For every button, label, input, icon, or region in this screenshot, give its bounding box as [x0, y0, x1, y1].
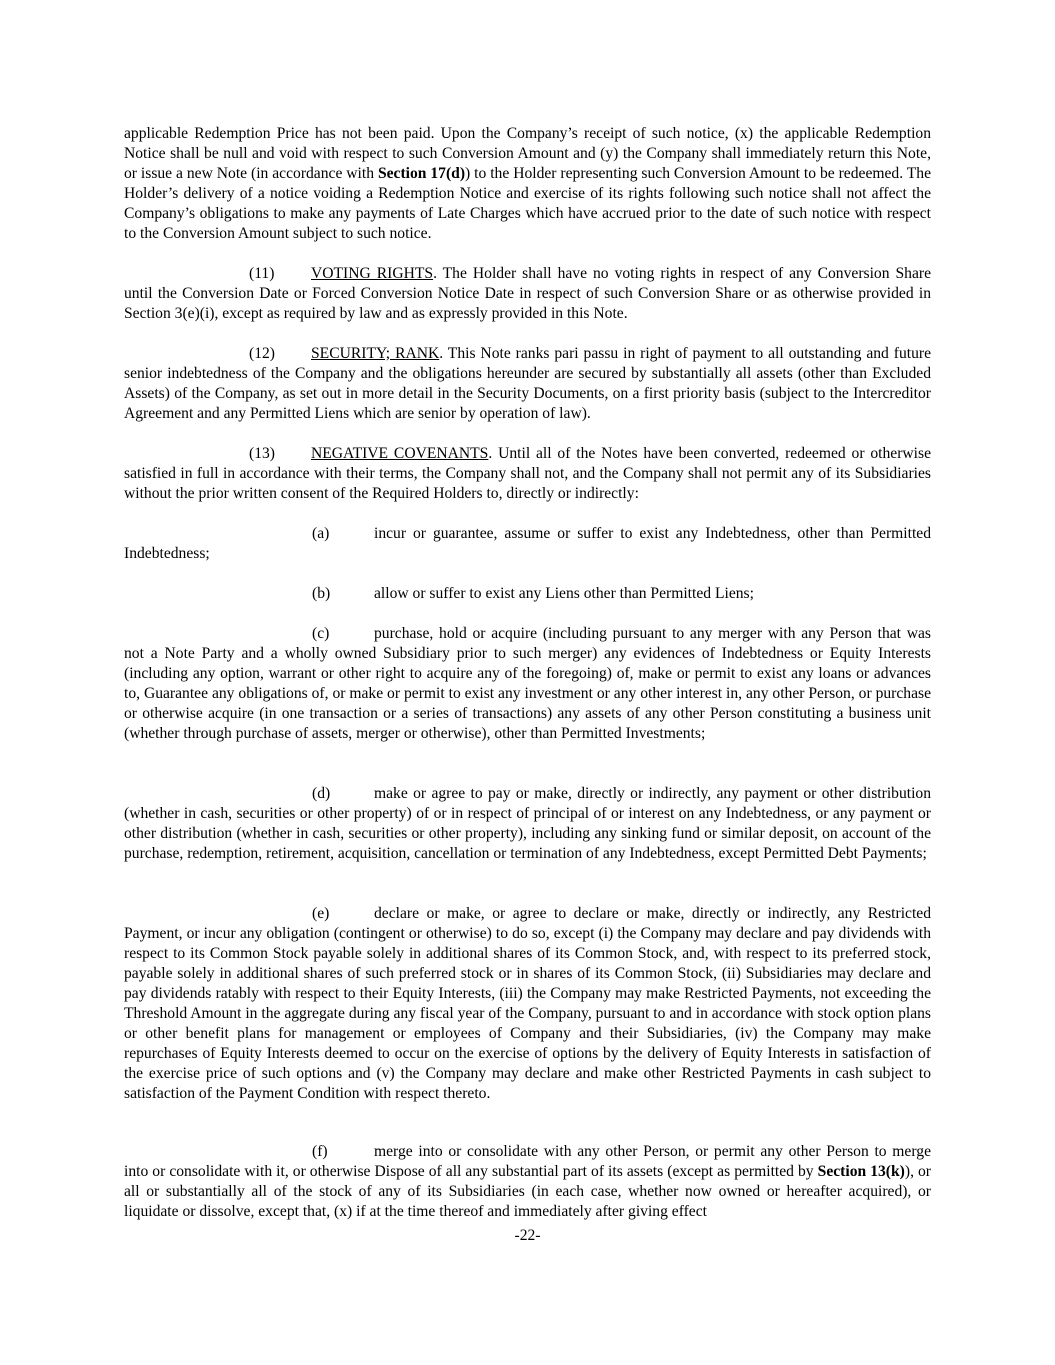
- section-13-number: (13): [249, 445, 275, 462]
- section-11-number: (11): [249, 265, 275, 282]
- item-e-text: declare or make, or agree to declare or make, directly or indirectly, any Restricted Payment, or incur any obligation (contingent or otherwise) to do so, except (i) the Company may declare and pay dividends with respect to its Common Stock payable solely in additional shares of its Common Stock, and, with respect to its preferred stock, payable solely in additional shares of such preferred stock or in shares of its Common Stock, (ii) Subsidiaries may declare and pay dividends ratably with respect to their Equity Interests, (iii) the Company may make Restricted Payments, not exceeding the Threshold Amount in the aggregate during any fiscal year of the Company, pursuant to and in accordance with stock option plans or other benefit plans for management or employees of Company and their Subsidiaries, (iv) the Company may make repurchases of Equity Interests deemed to occur on the exercise of options by the delivery of Equity Interests in satisfaction of the exercise price of such options and (v) the Company may declare and make other Restricted Payments in cash subject to satisfaction of the Payment Condition with respect thereto.: [124, 905, 931, 1102]
- intro-text-2: ) to the Holder representing such Conversion Amount to be redeemed. The Holder’s delivery of a notice voiding a Redemption Notice and exercise of its rights following such notice shall not affect the Company’s obligations to make any payments of Late Charges which have accrued prior to the date of such notice with respect to the Conversion Amount subject to such notice.: [124, 165, 932, 242]
- covenant-item-a: [124, 524, 931, 564]
- section-13k-reference: Section 13(k): [817, 1163, 905, 1180]
- section-13-negative-covenants: [124, 444, 931, 504]
- section-11-heading: VOTING RIGHTS: [311, 265, 434, 282]
- item-d-text: make or agree to pay or make, directly or indirectly, any payment or other distribution (whether in cash, securities or other property) of or in respect of principal of or interest on any Indebtedness, or any payment or other distribution (whether in cash, securities or other property), including any sinking fund or similar deposit, on account of the purchase, redemption, retirement, acquisition, cancellation or termination of any Indebtedness, except Permitted Debt Payments;: [124, 785, 931, 862]
- covenant-item-e: [124, 904, 931, 1104]
- covenant-item-f: [124, 1142, 931, 1222]
- item-c-number: (c): [312, 625, 330, 642]
- section-11-text: . The Holder shall have no voting rights in respect of any Conversion Share until the Conversion Date or Forced Conversion Notice Date in respect of such Conversion Share or as otherwise provided in Section 3(e)(i), except as required by law and as expressly provided in this Note.: [124, 265, 931, 322]
- item-a-text: incur or guarantee, assume or suffer to exist any Indebtedness, other than Permitted Indebtedness;: [124, 525, 931, 562]
- item-f-text-1: merge into or consolidate with any other Person, or permit any other Person to merge into or consolidate with it, or otherwise Dispose of all any substantial part of its assets (except as permitted by: [124, 1143, 931, 1180]
- item-e-number: (e): [312, 905, 330, 922]
- item-f-number: (f): [312, 1143, 328, 1160]
- item-d-number: (d): [312, 785, 331, 802]
- page-number: -22-: [514, 1227, 541, 1244]
- intro-paragraph: [124, 124, 931, 244]
- section-12-text: . This Note ranks pari passu in right of payment to all outstanding and future senior indebtedness of the Company and the obligations hereunder are secured by substantially all assets (other than Excluded Assets) of the Company, as set out in more detail in the Security Documents, on a first priority basis (subject to the Intercreditor Agreement and any Permitted Liens which are senior by operation of law).: [124, 345, 931, 422]
- section-12-heading: SECURITY; RANK: [311, 345, 440, 362]
- section-12-security-rank: [124, 344, 931, 424]
- section-13-heading: NEGATIVE COVENANTS: [311, 445, 489, 462]
- item-c-text: purchase, hold or acquire (including pursuant to any merger with any Person that was not a Note Party and a wholly owned Subsidiary prior to such merger) any evidences of Indebtedness or Equity Interests (including any option, warrant or other right to acquire any of the foregoing) of, make or permit to exist any loans or advances to, Guarantee any obligations of, or make or permit to exist any investment or any other interest in, any other Person, or purchase or otherwise acquire (in one transaction or a series of transactions) any assets of any other Person constituting a business unit (whether through purchase of assets, merger or otherwise), other than Permitted Investments;: [124, 625, 931, 742]
- covenant-item-b: [124, 584, 931, 604]
- section-13-text: . Until all of the Notes have been converted, redeemed or otherwise satisfied in full in accordance with their terms, the Company shall not, and the Company shall not permit any of its Subsidiaries without the prior written consent of the Required Holders to, directly or indirectly:: [124, 445, 931, 502]
- item-a-number: (a): [312, 525, 330, 542]
- item-b-text: allow or suffer to exist any Liens other than Permitted Liens;: [374, 585, 754, 602]
- covenant-item-c: [124, 624, 931, 744]
- section-11-voting-rights: [124, 264, 931, 324]
- intro-text-1: applicable Redemption Price has not been paid. Upon the Company’s receipt of such notice, (x) the applicable Redemption Notice shall be null and void with respect to such Conversion Amount and (y) the Company shall immediately return this Note, or issue a new Note (in accordance with: [124, 125, 931, 182]
- item-f-text-2: ), or all or substantially all of the stock of any of its Subsidiaries (in each case, whether now owned or hereafter acquired), or liquidate or dissolve, except that, (x) if at the time thereof and immediately after giving effect: [124, 1163, 932, 1220]
- covenant-item-d: [124, 784, 931, 864]
- section-17d-reference: Section 17(d): [377, 165, 466, 182]
- item-b-number: (b): [312, 585, 331, 602]
- section-12-number: (12): [249, 345, 275, 362]
